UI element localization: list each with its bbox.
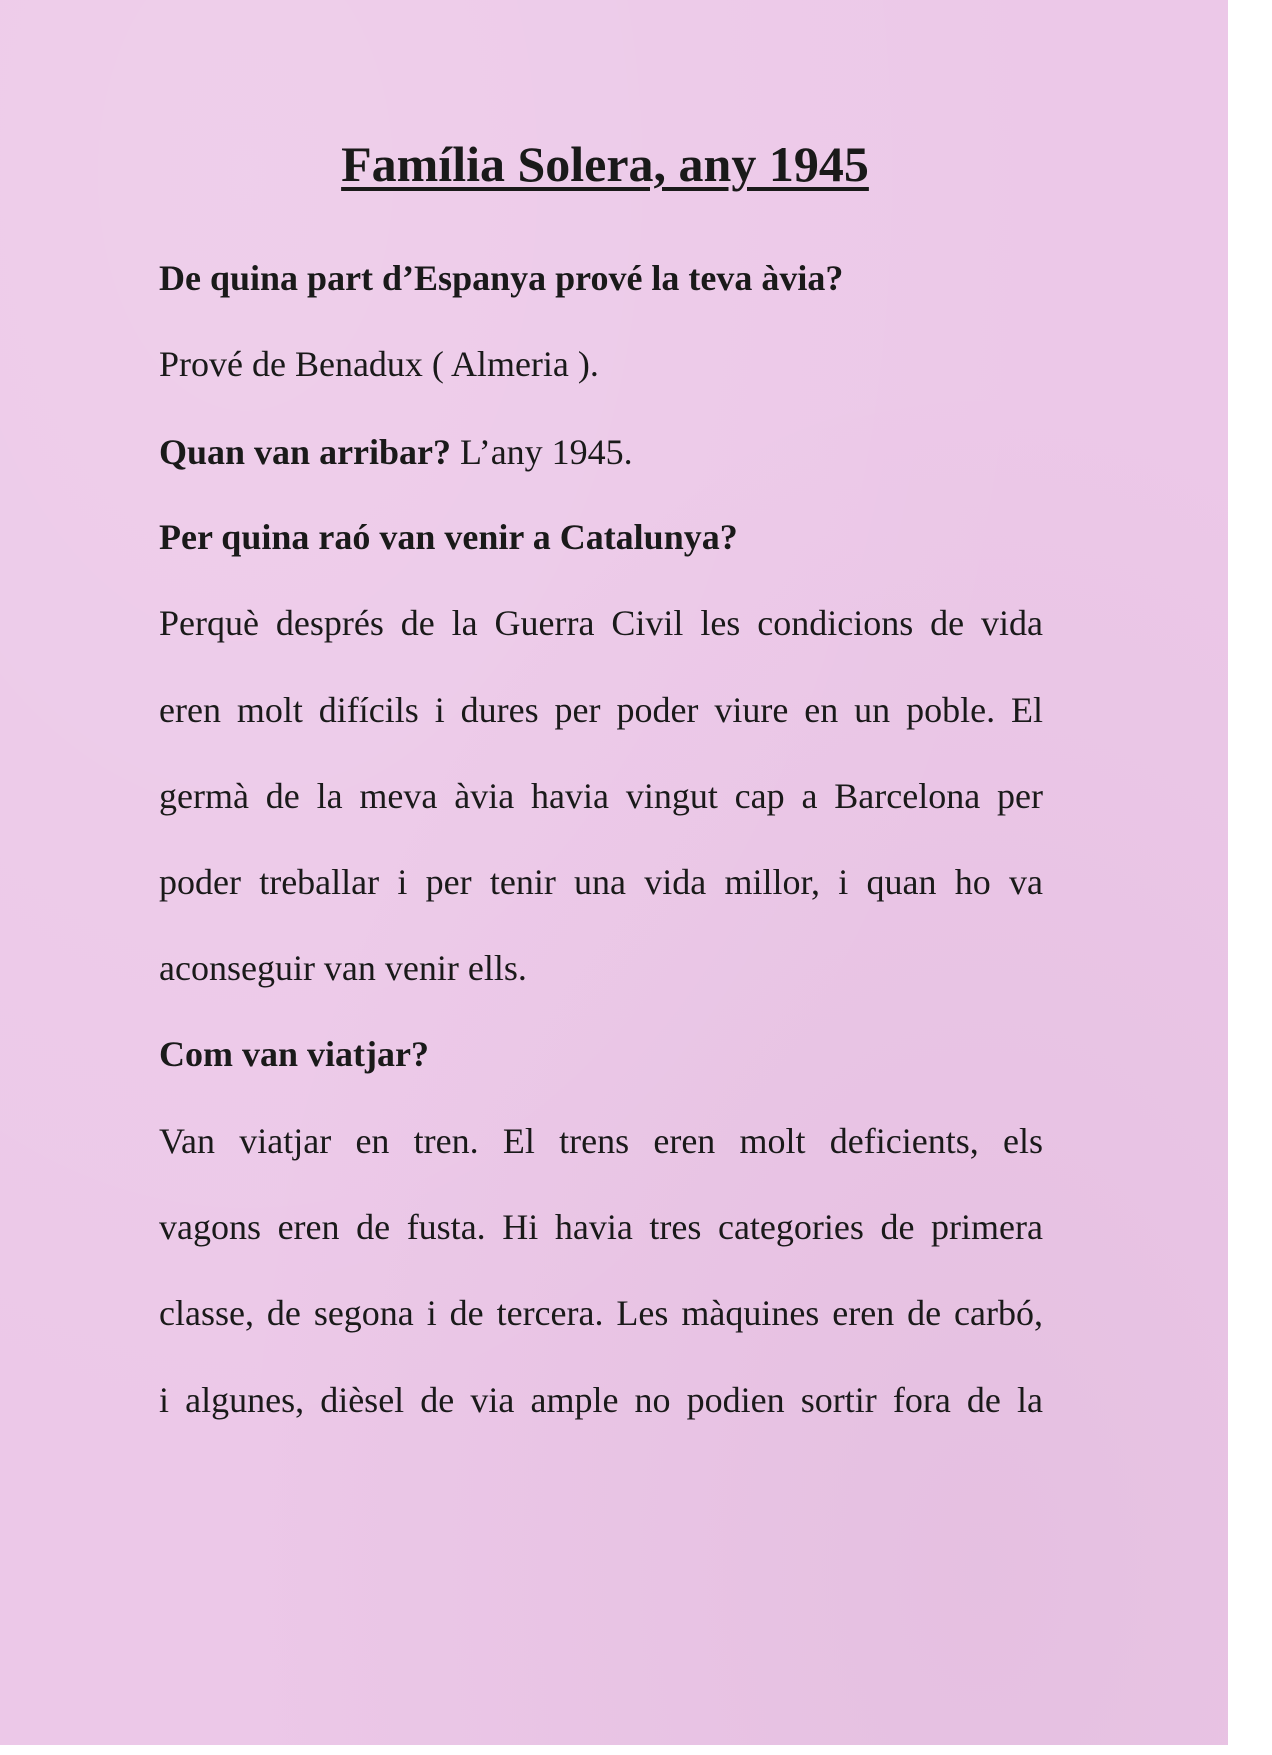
answer-travel-line: Van viatjar en tren. El trens eren molt deficients, els	[159, 1121, 1043, 1161]
answer-reason-line: eren molt difícils i dures per poder viure en un poble. El	[159, 690, 1043, 730]
answer-reason-line: poder treballar i per tenir una vida millor, i quan ho va	[159, 862, 1043, 902]
document-title: Família Solera, any 1945	[341, 136, 869, 192]
question-travel: Com van viatjar?	[159, 1034, 429, 1074]
answer-reason-line: aconseguir van venir ells.	[159, 948, 527, 988]
answer-reason-line: Perquè després de la Guerra Civil les condicions de vida	[159, 603, 1043, 643]
question-arrival: Quan van arribar?	[159, 432, 452, 472]
answer-travel-line: classe, de segona i de tercera. Les màquines eren de carbó,	[159, 1293, 1043, 1333]
answer-origin: Prové de Benadux ( Almeria ).	[159, 344, 599, 384]
answer-reason-line: germà de la meva àvia havia vingut cap a Barcelona per	[159, 776, 1043, 816]
question-arrival-line	[159, 430, 1043, 474]
question-origin: De quina part d’Espanya prové la teva àvia?	[159, 258, 844, 298]
answer-arrival: L’any 1945.	[451, 432, 633, 472]
answer-travel-line: vagons eren de fusta. Hi havia tres categories de primera	[159, 1207, 1043, 1247]
answer-travel-line: i algunes, dièsel de via ample no podien sortir fora de la	[159, 1380, 1043, 1420]
question-reason: Per quina raó van venir a Catalunya?	[159, 517, 738, 557]
scan-margin	[1228, 0, 1272, 1755]
